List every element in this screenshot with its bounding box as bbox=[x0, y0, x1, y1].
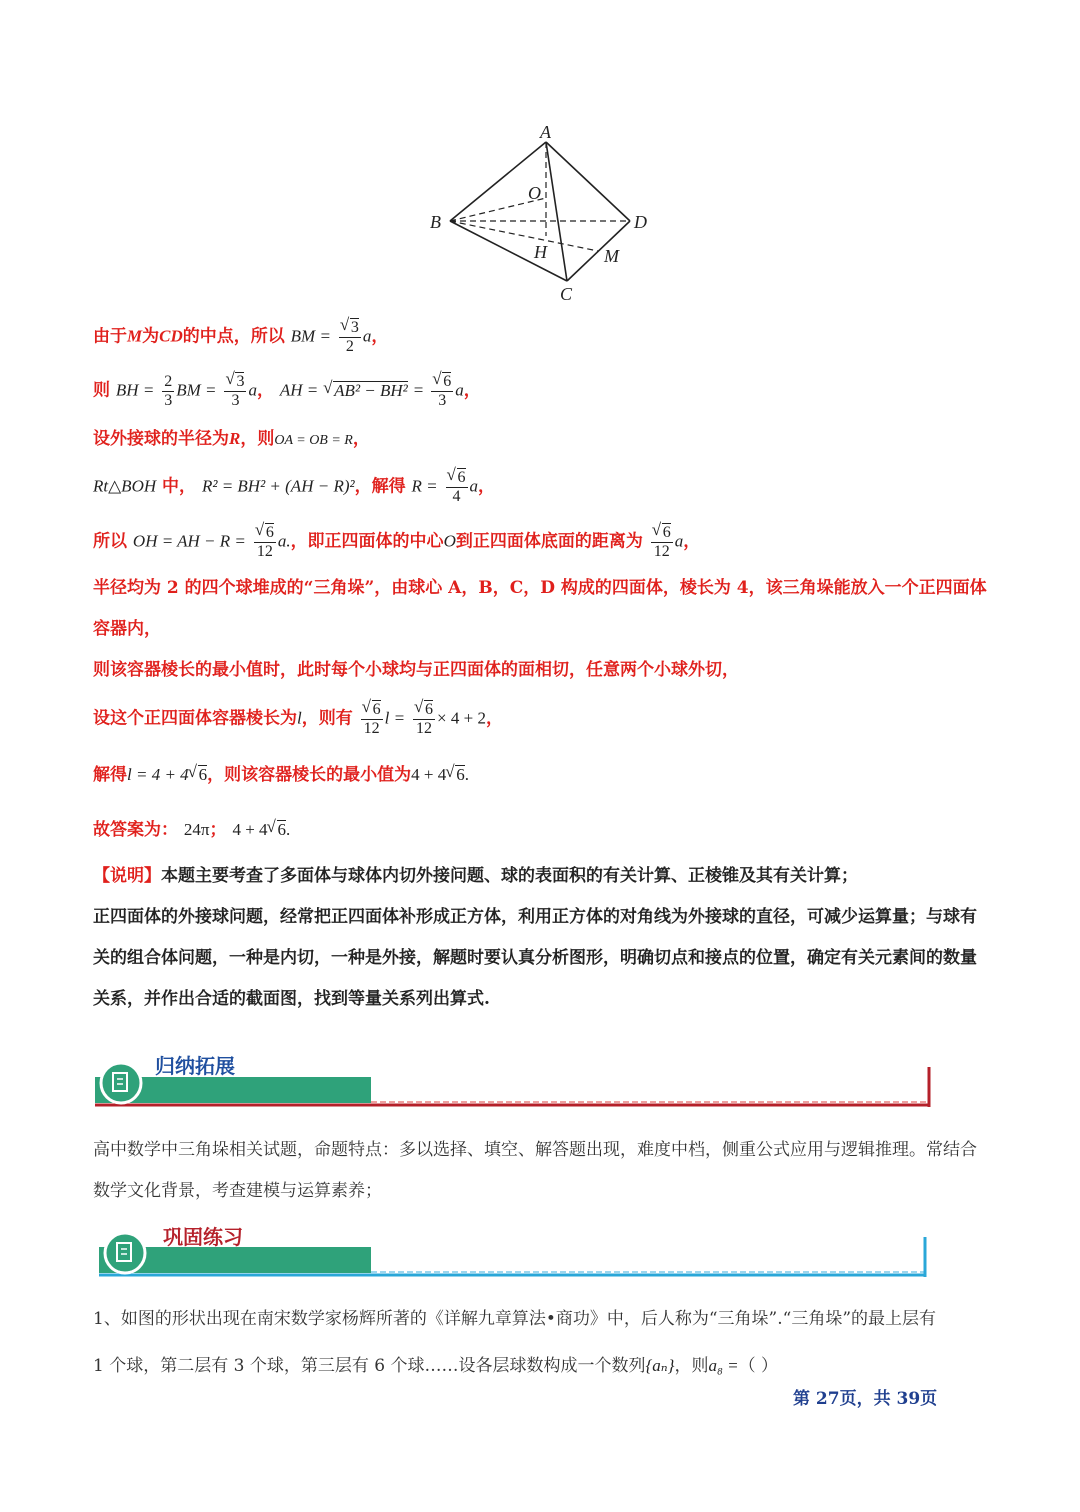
fraction bbox=[431, 372, 453, 410]
fraction bbox=[162, 373, 174, 410]
answer-blank: （ ） bbox=[738, 1356, 779, 1376]
exercise-line-1: 1、如图的形状出现在南宋数学家杨辉所著的《详解九章算法•商功》中，后人称为“三角垛”.“三角垛”的最上层有 bbox=[93, 1309, 937, 1329]
sqrt: √ 6 bbox=[455, 765, 465, 783]
solution-line-7: 则该容器棱长的最小值时，此时每个小球均与正四面体的面相切，任意两个小球外切， bbox=[93, 660, 739, 680]
answer-2: 4 + 4 bbox=[232, 820, 268, 839]
sqrt: √ 6 bbox=[265, 523, 274, 541]
section-title-practice: 巩固练习 bbox=[163, 1225, 243, 1249]
sqrt: √ 6 bbox=[424, 700, 433, 718]
numerator: 2 bbox=[164, 372, 173, 390]
solution-line-8 bbox=[93, 700, 503, 738]
fraction bbox=[254, 523, 276, 561]
solution-line-9 bbox=[93, 765, 469, 784]
var-a: a bbox=[248, 380, 257, 400]
section-title-summary: 归纳拓展 bbox=[155, 1054, 235, 1078]
sqrt: √ AB² − BH² bbox=[333, 381, 408, 399]
math: l = bbox=[384, 708, 406, 728]
tetrahedron-figure bbox=[420, 118, 660, 308]
text: ， bbox=[256, 380, 274, 401]
term-a8: a₈ = bbox=[708, 1356, 739, 1375]
fraction bbox=[413, 700, 435, 738]
text: 1 个球，第二层有 3 个球，第三层有 6 个球……设各层球数构成一个数列 bbox=[93, 1356, 646, 1376]
denominator: 12 bbox=[363, 720, 380, 737]
denominator: 4 bbox=[452, 488, 461, 505]
text: ，则 bbox=[240, 429, 275, 449]
denominator: 3 bbox=[231, 392, 240, 409]
math: R² = BH² + (AH − R)² bbox=[201, 476, 355, 496]
var-a: a bbox=[455, 380, 464, 400]
note-tag: 【说明】 bbox=[93, 866, 161, 886]
solution-line-3 bbox=[93, 430, 370, 448]
text: 中， bbox=[162, 476, 197, 497]
text: ， bbox=[478, 476, 496, 497]
math-BM: BM = bbox=[290, 326, 331, 346]
solution-paragraph-6: 半径均为 2 的四个球堆成的“三角垛”，由球心 A，B，C，D 构成的四面体，棱长为 4，该三角垛能放入一个正四面体容器内， bbox=[93, 578, 987, 639]
sqrt: √ 3 bbox=[235, 372, 244, 390]
sqrt: √ 6 bbox=[457, 468, 466, 486]
note-text: 本题主要考查了多面体与球体内切外接问题、球的表面积的有关计算、正棱锥及其有关计算； bbox=[161, 866, 858, 886]
label-B: B bbox=[430, 212, 441, 232]
text: ，即正四面体的中心 bbox=[290, 531, 444, 552]
text: . bbox=[464, 765, 470, 784]
label-C: C bbox=[560, 284, 573, 304]
text: 设这个正四面体容器棱长为 bbox=[93, 708, 297, 729]
sqrt: √ 6 bbox=[662, 523, 671, 541]
sequence: {aₙ} bbox=[645, 1356, 675, 1375]
fraction bbox=[361, 700, 383, 738]
page-footer: 第 27页，共 39页 bbox=[793, 1389, 938, 1409]
text: ， bbox=[683, 531, 701, 552]
exercise-line-2 bbox=[93, 1351, 778, 1376]
label-H: H bbox=[534, 242, 547, 262]
sqrt: √ 6 bbox=[442, 372, 451, 390]
sqrt: √ 3 bbox=[350, 318, 359, 336]
fraction bbox=[651, 523, 673, 561]
solution-line-2 bbox=[93, 372, 481, 410]
sqrt: √ 6 bbox=[198, 765, 208, 783]
denominator: 3 bbox=[438, 392, 447, 409]
var-a: a bbox=[469, 476, 479, 496]
var-a: a. bbox=[277, 531, 291, 551]
math: AH = bbox=[279, 380, 319, 400]
text: ，解得 bbox=[354, 476, 406, 497]
text: ，则 bbox=[674, 1356, 709, 1376]
var-l: l bbox=[297, 708, 302, 728]
text: 的中点，所以 bbox=[182, 326, 285, 347]
text: 所以 bbox=[93, 531, 127, 552]
denominator: 12 bbox=[653, 543, 670, 560]
var-O: O bbox=[443, 531, 456, 551]
note-paragraph: 正四面体的外接球问题，经常把正四面体补形成正方体，利用正方体的对角线为外接球的直径，可减少运算量；与球有关的组合体问题，一种是内切，一种是外接，解题时要认真分析图形，明确切点和接点的位置，确定有关元素间的数量关系，并作出合适的截面图，找到等量关系列出算式. bbox=[93, 907, 977, 1009]
var-R: R bbox=[229, 429, 241, 448]
var-a: a bbox=[674, 531, 684, 551]
section-banner-practice bbox=[93, 1225, 933, 1285]
text: ； bbox=[209, 820, 227, 840]
denominator: 2 bbox=[345, 338, 354, 355]
var-CD: CD bbox=[159, 326, 183, 346]
solution-line-1 bbox=[93, 318, 388, 356]
math: BH = bbox=[115, 380, 155, 400]
label-M: M bbox=[604, 246, 619, 266]
math: × 4 + 2 bbox=[437, 708, 486, 728]
text: 为 bbox=[142, 326, 160, 347]
answer-line bbox=[93, 820, 290, 839]
section-banner-summary bbox=[93, 1055, 933, 1115]
var-a: a bbox=[362, 326, 372, 346]
fraction bbox=[339, 318, 361, 356]
math: l = 4 + 4 bbox=[127, 765, 189, 784]
answer-1: 24π bbox=[183, 820, 210, 839]
text: 故答案为： bbox=[93, 820, 178, 840]
text: ， bbox=[352, 429, 370, 449]
text: 设外接球的半径为 bbox=[93, 429, 229, 449]
var-M: M bbox=[127, 326, 143, 346]
text: ，则有 bbox=[301, 708, 353, 729]
text: . bbox=[286, 820, 291, 839]
text: ， bbox=[371, 326, 389, 347]
solution-line-4 bbox=[93, 468, 495, 506]
denominator: 12 bbox=[256, 543, 273, 560]
text: 则 bbox=[93, 380, 110, 401]
label-D: D bbox=[634, 212, 647, 232]
text: ，则该容器棱长的最小值为 bbox=[207, 765, 412, 785]
sqrt: √ 6 bbox=[277, 820, 287, 838]
fraction bbox=[446, 468, 468, 506]
math: 4 + 4 bbox=[411, 765, 447, 784]
text: 由于 bbox=[93, 326, 127, 347]
text: ， bbox=[463, 380, 481, 401]
denominator: 12 bbox=[416, 720, 433, 737]
fraction bbox=[224, 372, 246, 410]
math: R = bbox=[411, 476, 438, 496]
math: BM = bbox=[176, 380, 217, 400]
label-O: O bbox=[528, 183, 541, 203]
math: OH = AH − R = bbox=[132, 531, 246, 551]
note-line-1 bbox=[93, 868, 858, 885]
math: = bbox=[413, 380, 424, 400]
text: 到正四面体底面的距离为 bbox=[455, 531, 643, 552]
summary-text: 高中数学中三角垛相关试题，命题特点：多以选择、填空、解答题出现，难度中档，侧重公式应用与逻辑推理。常结合数学文化背景，考查建模与运算素养； bbox=[93, 1140, 977, 1201]
denominator: 3 bbox=[164, 391, 173, 409]
label-A: A bbox=[540, 122, 551, 142]
math: Rt△BOH bbox=[93, 476, 157, 496]
text: ， bbox=[485, 708, 503, 729]
solution-line-5 bbox=[93, 523, 700, 561]
sqrt: √ 6 bbox=[372, 700, 381, 718]
math: OA = OB = R bbox=[274, 433, 353, 448]
text: 解得 bbox=[93, 765, 127, 785]
